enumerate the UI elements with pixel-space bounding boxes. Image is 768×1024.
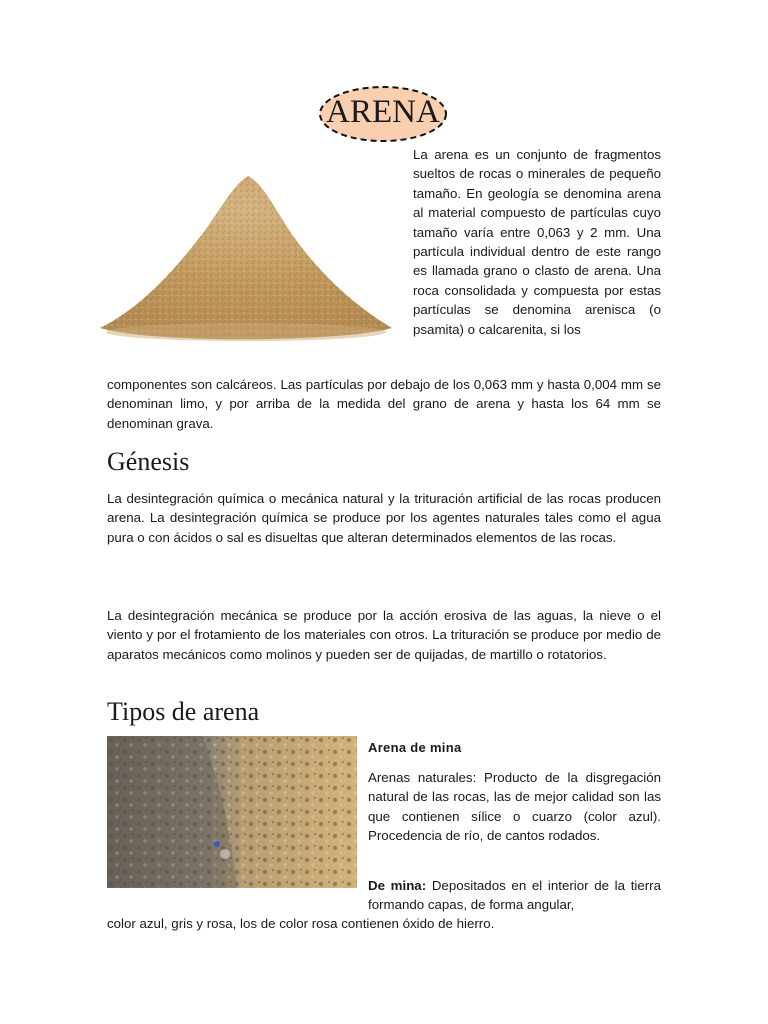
page-title: ARENA <box>326 94 440 130</box>
de-mina-text-wrapped <box>368 876 661 915</box>
genesis-paragraph-2: La desintegración mecánica se produce por la acción erosiva de las aguas, la nieve o el viento y por el frotamiento de los materiales con otros. La trituración se produce por medio de aparatos mecánicos como molinos y pueden ser de quijadas, de martillo o rotatorios. <box>107 608 661 662</box>
de-mina-label: De mina: <box>368 878 427 893</box>
genesis-paragraph-1: La desintegración química o mecánica natural y la trituración artificial de las rocas producen arena. La desintegración química se produce por los agentes naturales tales como el agua pura o con ácidos o sal es disueltas que alteran determinados elementos de las rocas. <box>107 491 661 545</box>
de-mina-text: Depositados en el interior de la tierra formando capas, de forma angular, <box>368 878 662 913</box>
intro-text-continued: componentes son calcáreos. Las partículas por debajo de los 0,063 mm y hasta 0,004 mm se denominan limo, y por arriba de la medida del grano de arena y hasta los 64 mm se denominan grava. <box>107 377 661 431</box>
de-mina-text-continued: color azul, gris y rosa, los de color rosa contienen óxido de hierro. <box>107 916 495 931</box>
genesis-heading: Génesis <box>107 447 190 476</box>
arenas-naturales-text: Arenas naturales: Producto de la disgregación natural de las rocas, las de mejor calidad son las que contienen sílice o cuarzo (color azul). Procedencia de río, de cantos rodados. <box>368 770 661 844</box>
tipos-heading: Tipos de arena <box>107 697 260 726</box>
mine-sand-image <box>107 736 357 888</box>
intro-text-wrapped: La arena es un conjunto de fragmentos sueltos de rocas o minerales de pequeño tamaño. En geología se denomina arena al material compuesto de partículas cuyo tamaño varía entre 0,063 y 2 mm. Una partícula individual dentro de este rango es llamada grano o clasto de arena. Una roca consolidada y compuesta por estas partículas se denomina arenisca (o psamita) o calcarenita, si los <box>413 147 661 337</box>
arena-de-mina-subheading: Arena de mina <box>368 740 462 755</box>
sand-pile-image <box>96 160 396 346</box>
title-badge <box>316 84 450 144</box>
